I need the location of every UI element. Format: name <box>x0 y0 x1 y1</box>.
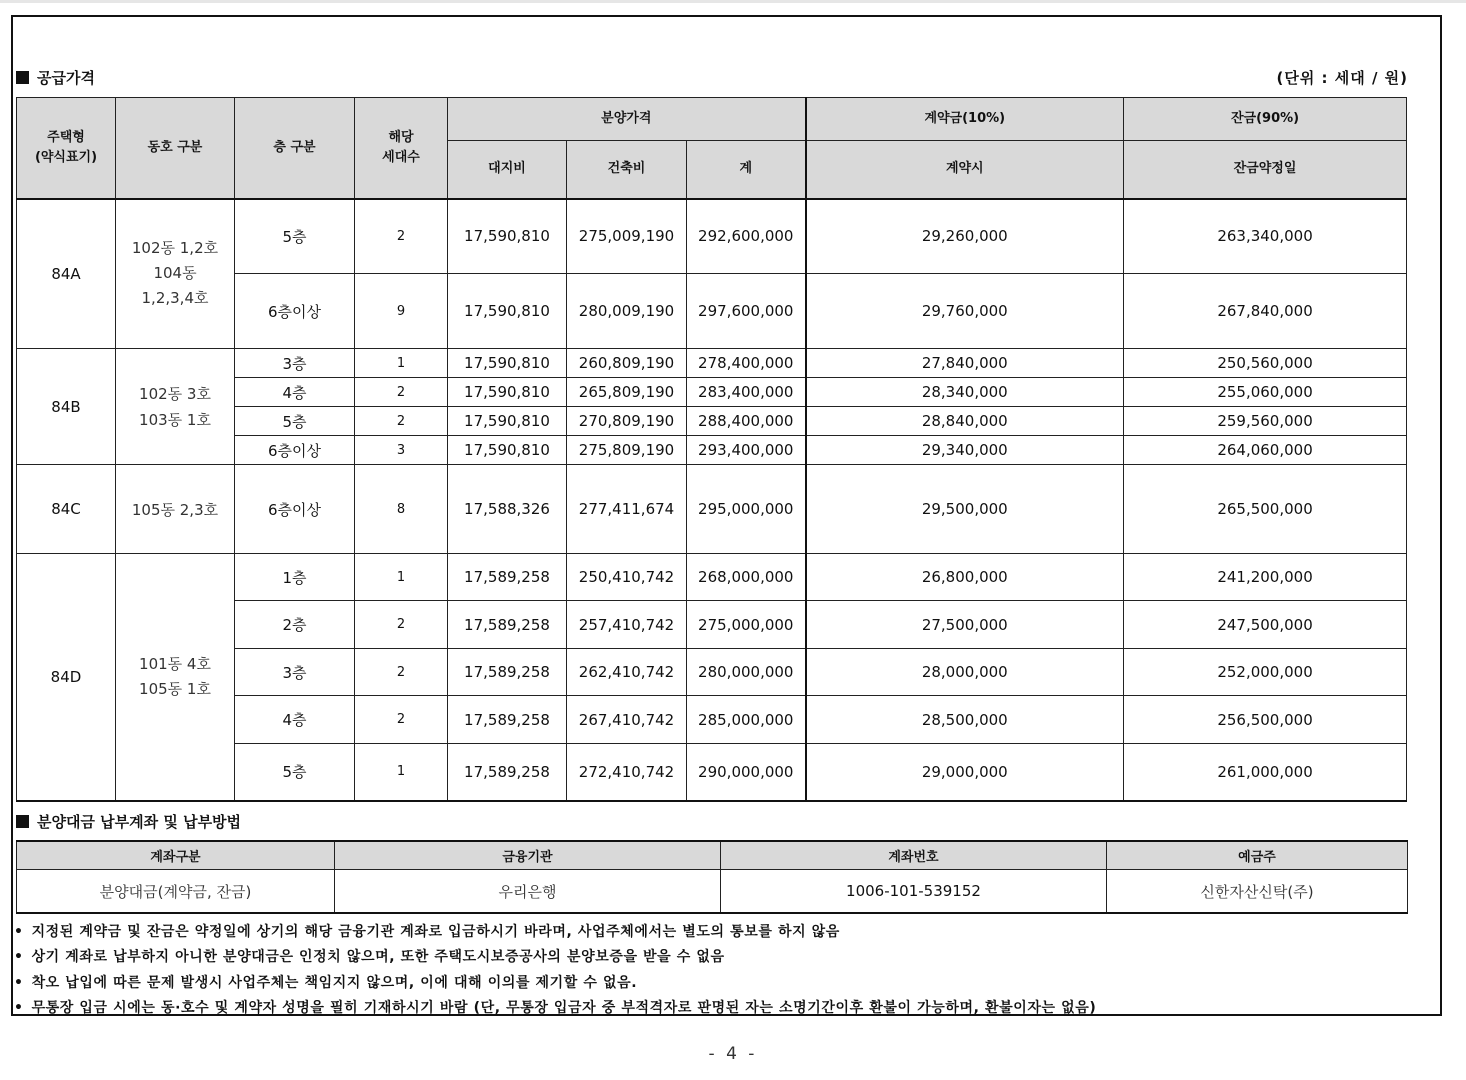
header-house-type: 주택형 (약식표기) <box>17 98 116 199</box>
deposit-cell: 29,500,000 <box>806 465 1124 554</box>
balance-cell: 263,340,000 <box>1124 199 1407 274</box>
header-sale-price: 분양가격 <box>448 98 806 141</box>
balance-cell: 267,840,000 <box>1124 274 1407 349</box>
building-cell: 260,809,190 <box>567 349 687 378</box>
list-item <box>14 971 1096 996</box>
dong-cell: 101동 4호 105동 1호 <box>116 554 235 801</box>
units-cell: 8 <box>355 465 448 554</box>
deposit-cell: 29,340,000 <box>806 436 1124 465</box>
house-type-cell: 84B <box>17 349 116 465</box>
table-row <box>17 349 1407 378</box>
floor-cell: 4층 <box>235 378 355 407</box>
floor-cell: 3층 <box>235 649 355 696</box>
note-text: 착오 납입에 따른 문제 발생시 사업주체는 책임지지 않으며, 이에 대해 이의를 제기할 수 없음. <box>31 974 638 991</box>
total-cell: 292,600,000 <box>687 199 806 274</box>
balance-cell: 256,500,000 <box>1124 696 1407 744</box>
account-table <box>16 840 1408 914</box>
total-cell: 283,400,000 <box>687 378 806 407</box>
floor-cell: 6층이상 <box>235 465 355 554</box>
building-cell: 280,009,190 <box>567 274 687 349</box>
floor-cell: 3층 <box>235 349 355 378</box>
account-title: 분양대금 납부계좌 및 납부방법 <box>37 813 242 831</box>
list-item <box>14 920 1096 945</box>
building-cell: 250,410,742 <box>567 554 687 601</box>
dong-cell: 102동 3호 103동 1호 <box>116 349 235 465</box>
balance-cell: 252,000,000 <box>1124 649 1407 696</box>
header-units: 해당 세대수 <box>355 98 448 199</box>
total-cell: 280,000,000 <box>687 649 806 696</box>
bullet-icon: • <box>14 924 24 940</box>
header-deposit: 계약금(10%) <box>806 98 1124 141</box>
land-cell: 17,589,258 <box>448 601 567 649</box>
units-cell: 2 <box>355 696 448 744</box>
total-cell: 293,400,000 <box>687 436 806 465</box>
land-cell: 17,589,258 <box>448 649 567 696</box>
account-header-bank: 금융기관 <box>335 841 721 870</box>
total-cell: 297,600,000 <box>687 274 806 349</box>
account-heading <box>16 811 241 832</box>
header-dong: 동호 구분 <box>116 98 235 199</box>
deposit-cell: 29,760,000 <box>806 274 1124 349</box>
floor-cell: 1층 <box>235 554 355 601</box>
building-cell: 277,411,674 <box>567 465 687 554</box>
floor-cell: 6층이상 <box>235 436 355 465</box>
balance-cell: 259,560,000 <box>1124 407 1407 436</box>
account-header-holder: 예금주 <box>1107 841 1408 870</box>
deposit-cell: 28,840,000 <box>806 407 1124 436</box>
bullet-icon: • <box>14 974 24 991</box>
balance-cell: 261,000,000 <box>1124 744 1407 801</box>
house-type-cell: 84A <box>17 199 116 349</box>
floor-cell: 5층 <box>235 199 355 274</box>
note-text: 무통장 입금 시에는 동·호수 및 계약자 성명을 필히 기재하시기 바람 (단, 무통장 입금자 중 부적격자로 판명된 자는 소명기간이후 환불이 가능하며, 환불이자는 없음) <box>31 999 1097 1016</box>
account-header-type: 계좌구분 <box>17 841 335 870</box>
supply-price-heading <box>16 67 95 88</box>
floor-cell: 5층 <box>235 407 355 436</box>
header-balance-sub: 잔금약정일 <box>1124 141 1407 199</box>
supply-price-title: 공급가격 <box>37 69 95 87</box>
building-cell: 272,410,742 <box>567 744 687 801</box>
header-floor: 층 구분 <box>235 98 355 199</box>
square-bullet-icon <box>16 71 29 84</box>
building-cell: 257,410,742 <box>567 601 687 649</box>
bank-cell: 우리은행 <box>335 870 721 914</box>
building-cell: 262,410,742 <box>567 649 687 696</box>
land-cell: 17,590,810 <box>448 378 567 407</box>
notes-list <box>14 920 1096 1021</box>
list-item <box>14 996 1096 1021</box>
bullet-icon: • <box>14 999 24 1016</box>
land-cell: 17,588,326 <box>448 465 567 554</box>
total-cell: 290,000,000 <box>687 744 806 801</box>
units-cell: 2 <box>355 378 448 407</box>
total-cell: 275,000,000 <box>687 601 806 649</box>
units-cell: 1 <box>355 349 448 378</box>
building-cell: 265,809,190 <box>567 378 687 407</box>
header-total: 계 <box>687 141 806 199</box>
balance-cell: 264,060,000 <box>1124 436 1407 465</box>
header-land: 대지비 <box>448 141 567 199</box>
deposit-cell: 27,500,000 <box>806 601 1124 649</box>
building-cell: 275,809,190 <box>567 436 687 465</box>
land-cell: 17,590,810 <box>448 274 567 349</box>
building-cell: 270,809,190 <box>567 407 687 436</box>
house-type-cell: 84D <box>17 554 116 801</box>
house-type-cell: 84C <box>17 465 116 554</box>
units-cell: 3 <box>355 436 448 465</box>
land-cell: 17,590,810 <box>448 199 567 274</box>
supply-price-table <box>16 97 1407 802</box>
balance-cell: 265,500,000 <box>1124 465 1407 554</box>
note-text: 상기 계좌로 납부하지 아니한 분양대금은 인정치 않으며, 또한 주택도시보증공사의 분양보증을 받을 수 없음 <box>31 949 725 966</box>
balance-cell: 241,200,000 <box>1124 554 1407 601</box>
page-number: - 4 - <box>708 1044 758 1064</box>
header-balance: 잔금(90%) <box>1124 98 1407 141</box>
deposit-cell: 28,500,000 <box>806 696 1124 744</box>
deposit-cell: 29,260,000 <box>806 199 1124 274</box>
floor-cell: 2층 <box>235 601 355 649</box>
floor-cell: 4층 <box>235 696 355 744</box>
land-cell: 17,590,810 <box>448 436 567 465</box>
account-type-cell: 분양대금(계약금, 잔금) <box>17 870 335 914</box>
square-bullet-icon <box>16 815 29 828</box>
units-cell: 1 <box>355 554 448 601</box>
note-text: 지정된 계약금 및 잔금은 약정일에 상기의 해당 금융기관 계좌로 입금하시기 바라며, 사업주체에서는 별도의 통보를 하지 않음 <box>31 924 840 940</box>
total-cell: 295,000,000 <box>687 465 806 554</box>
balance-cell: 247,500,000 <box>1124 601 1407 649</box>
land-cell: 17,589,258 <box>448 696 567 744</box>
land-cell: 17,589,258 <box>448 744 567 801</box>
units-cell: 2 <box>355 649 448 696</box>
units-cell: 9 <box>355 274 448 349</box>
deposit-cell: 27,840,000 <box>806 349 1124 378</box>
table-row <box>17 465 1407 554</box>
table-row <box>17 870 1408 914</box>
header-building: 건축비 <box>567 141 687 199</box>
account-holder-cell: 신한자산신탁(주) <box>1107 870 1408 914</box>
table-row <box>17 554 1407 601</box>
bullet-icon: • <box>14 949 24 966</box>
unit-label: (단위 : 세대 / 원) <box>1276 69 1408 87</box>
building-cell: 267,410,742 <box>567 696 687 744</box>
deposit-cell: 28,340,000 <box>806 378 1124 407</box>
deposit-cell: 29,000,000 <box>806 744 1124 801</box>
top-edge-line <box>0 0 1466 3</box>
table-row <box>17 199 1407 274</box>
building-cell: 275,009,190 <box>567 199 687 274</box>
deposit-cell: 26,800,000 <box>806 554 1124 601</box>
total-cell: 278,400,000 <box>687 349 806 378</box>
floor-cell: 5층 <box>235 744 355 801</box>
dong-cell: 102동 1,2호 104동 1,2,3,4호 <box>116 199 235 349</box>
land-cell: 17,590,810 <box>448 407 567 436</box>
floor-cell: 6층이상 <box>235 274 355 349</box>
balance-cell: 255,060,000 <box>1124 378 1407 407</box>
total-cell: 285,000,000 <box>687 696 806 744</box>
total-cell: 268,000,000 <box>687 554 806 601</box>
balance-cell: 250,560,000 <box>1124 349 1407 378</box>
header-deposit-sub: 계약시 <box>806 141 1124 199</box>
account-header-number: 계좌번호 <box>721 841 1107 870</box>
land-cell: 17,589,258 <box>448 554 567 601</box>
units-cell: 2 <box>355 601 448 649</box>
deposit-cell: 28,000,000 <box>806 649 1124 696</box>
units-cell: 1 <box>355 744 448 801</box>
dong-cell: 105동 2,3호 <box>116 465 235 554</box>
units-cell: 2 <box>355 407 448 436</box>
land-cell: 17,590,810 <box>448 349 567 378</box>
account-number-cell: 1006-101-539152 <box>721 870 1107 914</box>
total-cell: 288,400,000 <box>687 407 806 436</box>
list-item <box>14 945 1096 970</box>
units-cell: 2 <box>355 199 448 274</box>
